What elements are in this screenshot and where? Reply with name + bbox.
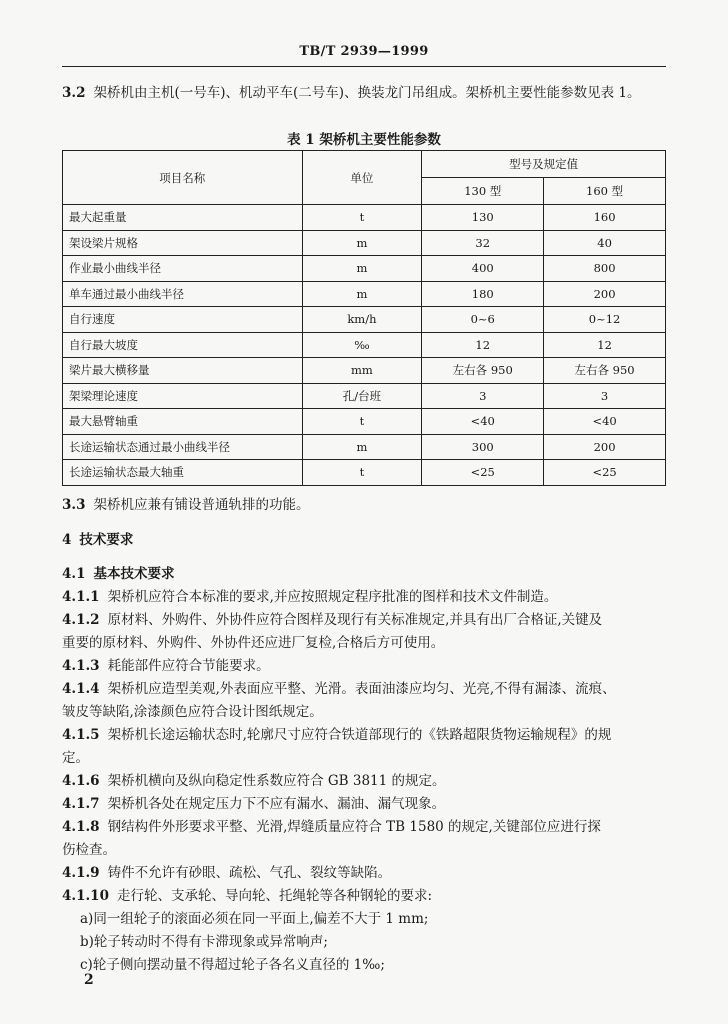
row-name: 架梁理论速度 (63, 383, 303, 409)
row-value-130: 180 (422, 281, 544, 307)
list-item: a)同一组轮子的滚面必须在同一平面上,偏差不大于 1 mm; (80, 911, 429, 927)
row-value-160: 40 (544, 230, 666, 256)
row-value-160: <40 (544, 409, 666, 435)
col-header-unit: 单位 (302, 151, 422, 205)
table-row (63, 307, 666, 333)
clause-text: 架桥机横向及纵向稳定性系数应符合 GB 3811 的规定。 (107, 773, 446, 789)
table-row (63, 460, 666, 486)
clause-text: 基本技术要求 (93, 566, 175, 582)
clause-text-line2: 伤检查。 (62, 842, 116, 858)
row-value-130: 32 (422, 230, 544, 256)
row-unit: m (302, 256, 422, 282)
row-value-160: 160 (544, 205, 666, 231)
clause-text: 架桥机应符合本标准的要求,并应按照规定程序批准的图样和技术文件制造。 (107, 589, 558, 605)
row-value-160: 200 (544, 434, 666, 460)
row-name: 自行速度 (63, 307, 303, 333)
clause-number: 3.2 (62, 85, 86, 101)
row-value-160: <25 (544, 460, 666, 486)
clause-text-line2: 定。 (62, 750, 89, 766)
clause-4-1-8 (62, 816, 666, 862)
clause-number: 4.1.8 (62, 819, 100, 835)
col-header-name: 项目名称 (63, 151, 303, 205)
clause-4-1-9 (62, 862, 666, 885)
row-value-130: 3 (422, 383, 544, 409)
clause-4-1-3 (62, 655, 666, 678)
row-name: 长途运输状态通过最小曲线半径 (63, 434, 303, 460)
col-header-group: 型号及规定值 (422, 151, 666, 178)
row-unit: t (302, 409, 422, 435)
clause-text: 铸件不允许有砂眼、疏松、气孔、裂纹等缺陷。 (107, 865, 392, 881)
row-value-130: 130 (422, 205, 544, 231)
clause-text-line2: 皱皮等缺陷,涂漆颜色应符合设计图纸规定。 (62, 704, 323, 720)
clause-3-3 (62, 494, 666, 517)
clause-number: 4.1 (62, 566, 86, 582)
table-row (63, 383, 666, 409)
page-number: 2 (84, 972, 94, 988)
row-value-160: 3 (544, 383, 666, 409)
standard-code: TB/T 2939—1999 (299, 44, 429, 59)
col-header-130: 130 型 (422, 178, 544, 205)
clause-number: 4.1.9 (62, 865, 100, 881)
clause-text: 耗能部件应符合节能要求。 (107, 658, 270, 674)
clause-number: 4.1.6 (62, 773, 100, 789)
row-name: 最大起重量 (63, 205, 303, 231)
clause-number: 4.1.4 (62, 681, 100, 697)
page-header (62, 36, 666, 67)
clause-text: 架桥机由主机(一号车)、机动平车(二号车)、换装龙门吊组成。架桥机主要性能参数见表 1。 (93, 85, 641, 101)
row-value-130: 12 (422, 332, 544, 358)
clause-4-1-2 (62, 609, 666, 655)
clause-text: 技术要求 (79, 532, 134, 548)
clause-text: 架桥机各处在规定压力下不应有漏水、漏油、漏气现象。 (107, 796, 446, 812)
table-row (63, 434, 666, 460)
row-unit: km/h (302, 307, 422, 333)
clause-number: 4.1.3 (62, 658, 100, 674)
table-row (63, 332, 666, 358)
row-unit: 孔/台班 (302, 383, 422, 409)
row-name: 梁片最大横移量 (63, 358, 303, 384)
row-unit: m (302, 434, 422, 460)
row-unit: mm (302, 358, 422, 384)
row-value-160: 12 (544, 332, 666, 358)
clause-3-2 (62, 82, 666, 105)
row-name: 单车通过最小曲线半径 (63, 281, 303, 307)
row-value-160: 左右各 950 (544, 358, 666, 384)
table-row (63, 256, 666, 282)
table-row (63, 358, 666, 384)
row-unit: m (302, 230, 422, 256)
clause-4-1-7 (62, 793, 666, 816)
clause-number: 4.1.1 (62, 589, 100, 605)
section-4-heading (62, 529, 666, 552)
clause-4-1-4 (62, 678, 666, 724)
table-caption: 表 1 架桥机主要性能参数 (287, 132, 441, 148)
clause-text-line1: 架桥机应造型美观,外表面应平整、光滑。表面油漆应均匀、光亮,不得有漏漆、流痕、 (107, 681, 616, 697)
list-item: c)轮子侧向摆动量不得超过轮子各名义直径的 1‰; (80, 957, 385, 973)
clause-text-line2: 重要的原材料、外购件、外协件还应进厂复检,合格后方可使用。 (62, 635, 445, 651)
clause-number: 4.1.2 (62, 612, 100, 628)
clause-4-1-10 (62, 885, 666, 908)
row-value-130: 左右各 950 (422, 358, 544, 384)
clause-text-line1: 原材料、外购件、外协件应符合图样及现行有关标准规定,并具有出厂合格证,关键及 (107, 612, 603, 628)
table-row (63, 281, 666, 307)
table-row (63, 230, 666, 256)
col-header-160: 160 型 (544, 178, 666, 205)
row-unit: t (302, 460, 422, 486)
row-name: 最大悬臂轴重 (63, 409, 303, 435)
clause-number: 4 (62, 532, 72, 548)
row-value-160: 200 (544, 281, 666, 307)
clause-number: 3.3 (62, 497, 86, 513)
clause-4-1-heading (62, 563, 666, 586)
row-value-160: 800 (544, 256, 666, 282)
table-row (63, 409, 666, 435)
spec-table (62, 150, 666, 486)
row-value-130: 0~6 (422, 307, 544, 333)
clause-4-1-1 (62, 586, 666, 609)
row-name: 自行最大坡度 (63, 332, 303, 358)
clause-number: 4.1.5 (62, 727, 100, 743)
row-value-160: 0~12 (544, 307, 666, 333)
clause-text-line1: 钢结构件外形要求平整、光滑,焊缝质量应符合 TB 1580 的规定,关键部位应进行探 (107, 819, 601, 835)
row-value-130: 300 (422, 434, 544, 460)
row-value-130: <40 (422, 409, 544, 435)
row-unit: t (302, 205, 422, 231)
row-name: 长途运输状态最大轴重 (63, 460, 303, 486)
clause-text: 架桥机应兼有铺设普通轨排的功能。 (93, 497, 310, 513)
clause-4-1-6 (62, 770, 666, 793)
list-item: b)轮子转动时不得有卡滞现象或异常响声; (80, 934, 328, 950)
clause-number: 4.1.7 (62, 796, 100, 812)
row-value-130: 400 (422, 256, 544, 282)
row-value-130: <25 (422, 460, 544, 486)
row-unit: m (302, 281, 422, 307)
row-unit: ‰ (302, 332, 422, 358)
clause-text-line1: 架桥机长途运输状态时,轮廓尺寸应符合铁道部现行的《铁路超限货物运输规程》的规 (107, 727, 612, 743)
clause-number: 4.1.10 (62, 888, 109, 904)
clause-4-1-5 (62, 724, 666, 770)
row-name: 架设梁片规格 (63, 230, 303, 256)
row-name: 作业最小曲线半径 (63, 256, 303, 282)
clause-text: 走行轮、支承轮、导向轮、托绳轮等各种钢轮的要求: (116, 888, 433, 904)
table-row (63, 205, 666, 231)
